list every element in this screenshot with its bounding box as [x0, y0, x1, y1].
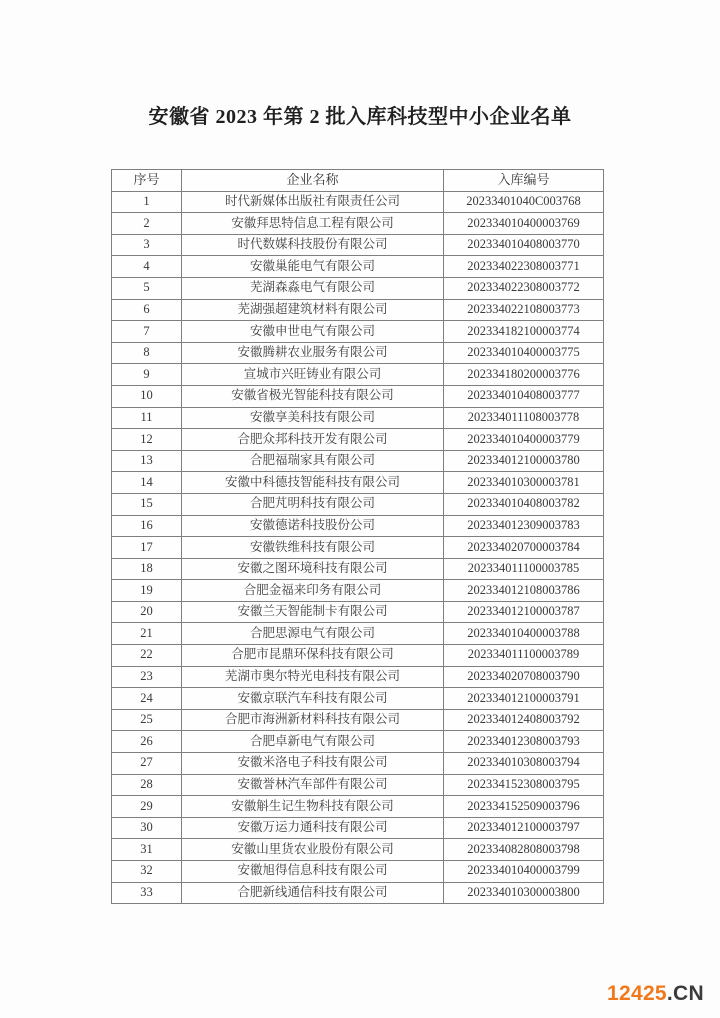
- table-row: [112, 450, 604, 472]
- registration-code-cell: 202334020700003784: [444, 537, 604, 559]
- serial-cell: 30: [112, 817, 182, 839]
- table-row: [112, 753, 604, 775]
- serial-cell: 2: [112, 213, 182, 235]
- registration-code-cell: 202334022108003773: [444, 299, 604, 321]
- registration-code-cell: 202334012100003791: [444, 688, 604, 710]
- serial-cell: 29: [112, 796, 182, 818]
- table-row: [112, 321, 604, 343]
- registration-code-cell: 202334182100003774: [444, 321, 604, 343]
- company-name-cell: 时代新媒体出版社有限责任公司: [182, 191, 444, 213]
- company-name-cell: 合肥众邦科技开发有限公司: [182, 429, 444, 451]
- registration-code-cell: 202334012100003797: [444, 817, 604, 839]
- serial-cell: 12: [112, 429, 182, 451]
- company-name-cell: 芜湖强超建筑材料有限公司: [182, 299, 444, 321]
- serial-cell: 23: [112, 666, 182, 688]
- company-name-cell: 安徽山里货农业股份有限公司: [182, 839, 444, 861]
- table-row: [112, 774, 604, 796]
- table-row: [112, 861, 604, 883]
- company-name-cell: 安徽申世电气有限公司: [182, 321, 444, 343]
- table-body: [112, 191, 604, 904]
- table-row: [112, 580, 604, 602]
- company-name-cell: 安徽万运力通科技有限公司: [182, 817, 444, 839]
- registration-code-cell: 202334012309003783: [444, 515, 604, 537]
- company-name-cell: 安徽中科德技智能科技有限公司: [182, 472, 444, 494]
- serial-cell: 22: [112, 645, 182, 667]
- page-title: 安徽省 2023 年第 2 批入库科技型中小企业名单: [148, 106, 572, 128]
- table-row: [112, 709, 604, 731]
- company-name-cell: 宣城市兴旺铸业有限公司: [182, 364, 444, 386]
- serial-cell: 14: [112, 472, 182, 494]
- registration-code-cell: 202334010400003769: [444, 213, 604, 235]
- serial-cell: 19: [112, 580, 182, 602]
- company-name-cell: 合肥金福来印务有限公司: [182, 580, 444, 602]
- table-row: [112, 796, 604, 818]
- watermark-suffix: .CN: [666, 982, 704, 1005]
- table-row: [112, 817, 604, 839]
- table-header-row: [112, 170, 604, 192]
- registration-code-cell: 202334022308003772: [444, 277, 604, 299]
- table-row: [112, 666, 604, 688]
- table-row: [112, 839, 604, 861]
- company-name-cell: 芜湖市奥尔特光电科技有限公司: [182, 666, 444, 688]
- registration-code-cell: 202334011108003778: [444, 407, 604, 429]
- registration-code-cell: 202334152509003796: [444, 796, 604, 818]
- table-row: [112, 213, 604, 235]
- company-name-cell: 安徽旭得信息科技有限公司: [182, 861, 444, 883]
- registration-code-cell: 202334022308003771: [444, 256, 604, 278]
- serial-cell: 27: [112, 753, 182, 775]
- company-name-cell: 时代数媒科技股份有限公司: [182, 234, 444, 256]
- registration-code-cell: 202334011100003785: [444, 558, 604, 580]
- company-name-cell: 安徽誉林汽车部件有限公司: [182, 774, 444, 796]
- table-row: [112, 385, 604, 407]
- registration-code-cell: 20233401040C003768: [444, 191, 604, 213]
- serial-cell: 33: [112, 882, 182, 904]
- company-name-cell: 安徽铁维科技有限公司: [182, 537, 444, 559]
- company-name-cell: 安徽巢能电气有限公司: [182, 256, 444, 278]
- table-row: [112, 493, 604, 515]
- serial-cell: 18: [112, 558, 182, 580]
- company-name-cell: 安徽之图环境科技有限公司: [182, 558, 444, 580]
- table-row: [112, 601, 604, 623]
- registration-code-cell: 202334010300003781: [444, 472, 604, 494]
- serial-cell: 9: [112, 364, 182, 386]
- table-row: [112, 277, 604, 299]
- registration-code-cell: 202334010408003782: [444, 493, 604, 515]
- registration-code-cell: 202334180200003776: [444, 364, 604, 386]
- serial-cell: 21: [112, 623, 182, 645]
- registration-code-cell: 202334010408003777: [444, 385, 604, 407]
- company-name-cell: 安徽拜思特信息工程有限公司: [182, 213, 444, 235]
- company-name-cell: 安徽米洛电子科技有限公司: [182, 753, 444, 775]
- serial-cell: 25: [112, 709, 182, 731]
- company-name-cell: 合肥新线通信科技有限公司: [182, 882, 444, 904]
- registration-code-cell: 202334010400003788: [444, 623, 604, 645]
- table-row: [112, 191, 604, 213]
- company-name-cell: 芜湖森淼电气有限公司: [182, 277, 444, 299]
- table-row: [112, 364, 604, 386]
- serial-cell: 31: [112, 839, 182, 861]
- registration-code-cell: 202334012408003792: [444, 709, 604, 731]
- serial-cell: 32: [112, 861, 182, 883]
- company-name-cell: 合肥卓新电气有限公司: [182, 731, 444, 753]
- company-name-cell: 合肥福瑞家具有限公司: [182, 450, 444, 472]
- company-name-cell: 合肥市海洲新材料科技有限公司: [182, 709, 444, 731]
- serial-cell: 11: [112, 407, 182, 429]
- company-name-cell: 合肥市昆鼎环保科技有限公司: [182, 645, 444, 667]
- table-row: [112, 558, 604, 580]
- registration-code-cell: 202334012108003786: [444, 580, 604, 602]
- serial-cell: 28: [112, 774, 182, 796]
- table-row: [112, 882, 604, 904]
- header-serial: 序号: [112, 170, 182, 192]
- table-row: [112, 342, 604, 364]
- serial-cell: 15: [112, 493, 182, 515]
- serial-cell: 1: [112, 191, 182, 213]
- serial-cell: 10: [112, 385, 182, 407]
- registration-code-cell: 202334011100003789: [444, 645, 604, 667]
- header-company-name: 企业名称: [182, 170, 444, 192]
- registration-code-cell: 202334012100003787: [444, 601, 604, 623]
- table-row: [112, 256, 604, 278]
- serial-cell: 26: [112, 731, 182, 753]
- header-registration-code: 入库编号: [444, 170, 604, 192]
- table-row: [112, 645, 604, 667]
- registration-code-cell: 202334010400003779: [444, 429, 604, 451]
- serial-cell: 6: [112, 299, 182, 321]
- company-name-cell: 安徽享美科技有限公司: [182, 407, 444, 429]
- company-name-cell: 安徽京联汽车科技有限公司: [182, 688, 444, 710]
- serial-cell: 17: [112, 537, 182, 559]
- serial-cell: 5: [112, 277, 182, 299]
- registration-code-cell: 202334012308003793: [444, 731, 604, 753]
- registration-code-cell: 202334020708003790: [444, 666, 604, 688]
- company-name-cell: 安徽德诺科技股份公司: [182, 515, 444, 537]
- serial-cell: 4: [112, 256, 182, 278]
- registration-code-cell: 202334010400003775: [444, 342, 604, 364]
- table-row: [112, 537, 604, 559]
- company-name-cell: 安徽腾耕农业服务有限公司: [182, 342, 444, 364]
- table-row: [112, 407, 604, 429]
- table-row: [112, 472, 604, 494]
- table-row: [112, 623, 604, 645]
- company-name-cell: 安徽省极光智能科技有限公司: [182, 385, 444, 407]
- table-row: [112, 688, 604, 710]
- registration-code-cell: 202334012100003780: [444, 450, 604, 472]
- watermark-number: 12425: [607, 982, 667, 1005]
- table-row: [112, 299, 604, 321]
- registration-code-cell: 202334152308003795: [444, 774, 604, 796]
- company-name-cell: 安徽斛生记生物科技有限公司: [182, 796, 444, 818]
- company-name-cell: 合肥思源电气有限公司: [182, 623, 444, 645]
- table-row: [112, 731, 604, 753]
- registration-code-cell: 202334010400003799: [444, 861, 604, 883]
- table-row: [112, 515, 604, 537]
- watermark: [607, 982, 704, 1006]
- company-list-table: [111, 169, 604, 904]
- registration-code-cell: 202334010408003770: [444, 234, 604, 256]
- serial-cell: 7: [112, 321, 182, 343]
- registration-code-cell: 202334082808003798: [444, 839, 604, 861]
- table-header: [112, 170, 604, 192]
- registration-code-cell: 202334010308003794: [444, 753, 604, 775]
- registration-code-cell: 202334010300003800: [444, 882, 604, 904]
- serial-cell: 24: [112, 688, 182, 710]
- serial-cell: 20: [112, 601, 182, 623]
- serial-cell: 3: [112, 234, 182, 256]
- serial-cell: 8: [112, 342, 182, 364]
- serial-cell: 16: [112, 515, 182, 537]
- company-name-cell: 安徽兰天智能制卡有限公司: [182, 601, 444, 623]
- serial-cell: 13: [112, 450, 182, 472]
- table-row: [112, 234, 604, 256]
- company-name-cell: 合肥芃明科技有限公司: [182, 493, 444, 515]
- table-row: [112, 429, 604, 451]
